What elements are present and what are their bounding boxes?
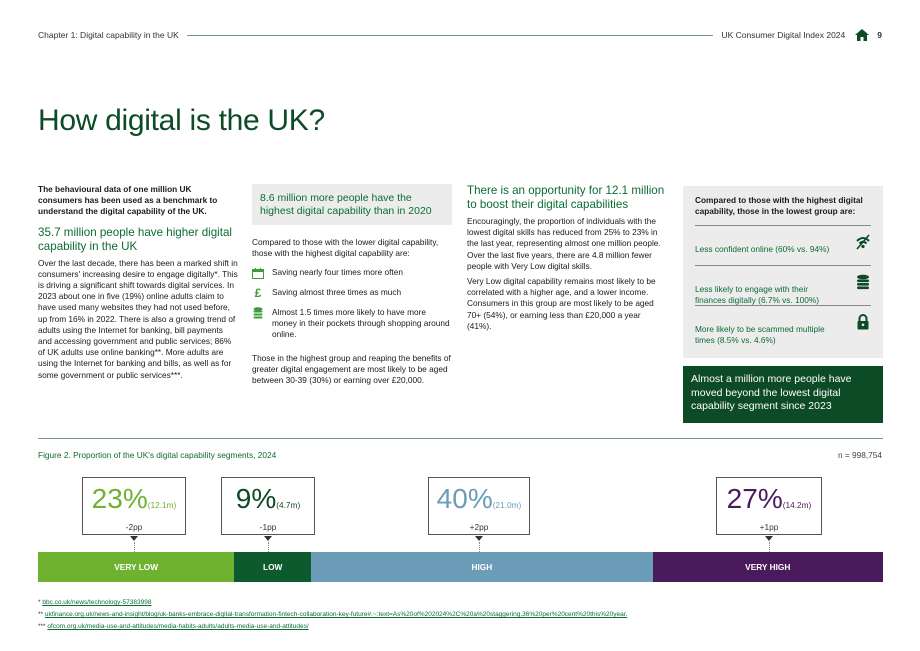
comparison-item — [695, 225, 871, 265]
list-item-text: Almost 1.5 times more likely to have more money in their pockets through shopping around online. — [272, 307, 450, 340]
segment-percent — [83, 482, 185, 522]
footnote-mark: * — [38, 599, 41, 606]
segment-percent-value: 23% — [91, 483, 148, 514]
pointer-marker — [264, 536, 272, 541]
footnote — [38, 623, 309, 630]
figure-number: Figure 2. — [38, 450, 71, 460]
col3-paragraph-1: Encouragingly, the proportion of individuals with the lowest digital skills has reduced from 25% to 23% in the last year, representing almost one million people. Over the last five years, there are 4.8 million fewer people with Very Low digital skills. — [467, 216, 661, 271]
footnote-link[interactable]: ukfinance.org.uk/news-and-insight/blog/uk-banks-embrace-digital-transformation-fintech-collaboration-key-future#:~:text=As%20of%202024%2C%20a%20staggering,36%20per%20cent%20this%20year. — [44, 611, 628, 618]
segment-stat-box — [428, 477, 530, 535]
col1-body: Over the last decade, there has been a marked shift in consumers' increasing desire to engage digitally*. This is driving a significant shift towards digital services. In 2023 about one in five (19%) online adults claim to have used many websites they had not used before, up from 16% in 2022. There is also a growing trend of adults using the Internet for banking, bill payments and accessing government and public services; 86% of UK adults use online banking**. More adults are using the Internet for banking and bills, as well as for some government or public services***. — [38, 257, 238, 380]
col2-intro: Compared to those with the lower digital capability, those with the highest digital capability are: — [252, 236, 439, 258]
coins-icon — [855, 274, 871, 290]
stacked-bar — [38, 552, 883, 582]
segment-percent — [222, 482, 314, 522]
highlight-banner: Almost a million more people have moved beyond the lowest digital capability segment since 2023 — [683, 366, 883, 423]
segment-percent — [429, 482, 529, 522]
list-item-text: Saving almost three times as much — [272, 287, 402, 297]
footnote — [38, 599, 151, 606]
segment-percent-value: 40% — [436, 483, 493, 514]
segment-change: +2pp — [469, 522, 489, 532]
bar-segment: LOW — [234, 552, 311, 582]
page-number: 9 — [877, 30, 882, 40]
pointer-line — [769, 542, 770, 552]
list-item — [252, 307, 452, 341]
lock-icon — [855, 314, 871, 330]
bar-segment: VERY LOW — [38, 552, 234, 582]
highlight-callout: 8.6 million more people have the highest digital capability than in 2020 — [252, 184, 452, 225]
home-icon[interactable] — [855, 29, 869, 41]
pointer-line — [134, 542, 135, 552]
segment-people: (21.0m) — [492, 500, 522, 510]
comparison-text: More likely to be scammed multiple times (8.5% vs. 4.6%) — [695, 324, 825, 345]
comparison-box — [683, 186, 883, 358]
page-header — [38, 28, 882, 42]
coins-icon — [252, 307, 264, 319]
comparison-item — [695, 265, 871, 305]
lead-paragraph: The behavioural data of one million UK consumers has been used as a benchmark to understand the digital capability of the UK. — [38, 184, 218, 217]
comparison-text: Less likely to engage with their finances digitally (6.7% vs. 100%) — [695, 284, 820, 305]
report-title: UK Consumer Digital Index 2024 — [721, 30, 846, 40]
sample-size: n = 998,754 — [837, 450, 882, 460]
pointer-marker — [765, 536, 773, 541]
segment-percent-value: 27% — [726, 483, 783, 514]
benefit-list — [252, 267, 452, 341]
col1-heading: 35.7 million people have higher digital capability in the UK — [38, 225, 233, 253]
comparison-item — [695, 305, 871, 345]
section-divider — [38, 438, 883, 439]
segment-change: -1pp — [259, 522, 277, 532]
footnote-mark: *** — [38, 623, 46, 630]
bar-segment: VERY HIGH — [653, 552, 883, 582]
segment-people: (12.1m) — [147, 500, 177, 510]
segment-change: +1pp — [759, 522, 779, 532]
segment-people: (14.2m) — [782, 500, 812, 510]
segment-stat-box — [221, 477, 315, 535]
segment-people: (4.7m) — [276, 500, 301, 510]
pointer-marker — [475, 536, 483, 541]
pointer-marker — [130, 536, 138, 541]
pointer-line — [268, 542, 269, 552]
calendar-icon — [252, 267, 264, 279]
footnote — [38, 611, 627, 618]
column-3 — [467, 184, 667, 336]
footnote-mark: ** — [38, 611, 44, 618]
segment-stat-box — [82, 477, 186, 535]
column-1 — [38, 184, 238, 381]
footnote-link[interactable]: bbc.co.uk/news/technology-57383998 — [42, 599, 152, 606]
segment-percent — [717, 482, 821, 522]
segment-stat-box — [716, 477, 822, 535]
chapter-title: Chapter 1: Digital capability in the UK — [38, 30, 179, 40]
no-wifi-icon — [855, 234, 871, 250]
header-rule — [187, 35, 714, 36]
page-title: How digital is the UK? — [38, 104, 325, 137]
figure-title: Proportion of the UK's digital capability segments, 2024 — [73, 450, 277, 460]
pointer-line — [479, 542, 480, 552]
figure-caption — [38, 450, 276, 460]
col3-heading: There is an opportunity for 12.1 million to boost their digital capabilities — [467, 184, 665, 211]
bar-segment: HIGH — [311, 552, 652, 582]
comparison-text: Less confident online (60% vs. 94%) — [695, 244, 830, 254]
segment-percent-value: 9% — [235, 483, 277, 514]
list-item — [252, 267, 452, 279]
column-2 — [252, 184, 452, 386]
list-item — [252, 287, 452, 299]
footnote-link[interactable]: ofcom.org.uk/media-use-and-attitudes/media-habits-adults/adults-media-use-and-attitudes/ — [47, 623, 309, 630]
segment-change: -2pp — [125, 522, 143, 532]
pound-icon: £ — [254, 286, 262, 300]
comparison-intro: Compared to those with the highest digital capability, those in the lowest group are: — [695, 195, 863, 216]
list-item-text: Saving nearly four times more often — [272, 267, 403, 277]
col3-paragraph-2: Very Low digital capability remains most likely to be correlated with a higher age, and a lower income. Consumers in this group are most likely to be aged 70+ (54%), or earning less than £20,000 a year (41%). — [467, 276, 656, 331]
col2-body: Those in the highest group and reaping the benefits of greater digital engagement are most likely to be aged between 30-39 (30%) or earning over £20,000. — [252, 352, 451, 386]
